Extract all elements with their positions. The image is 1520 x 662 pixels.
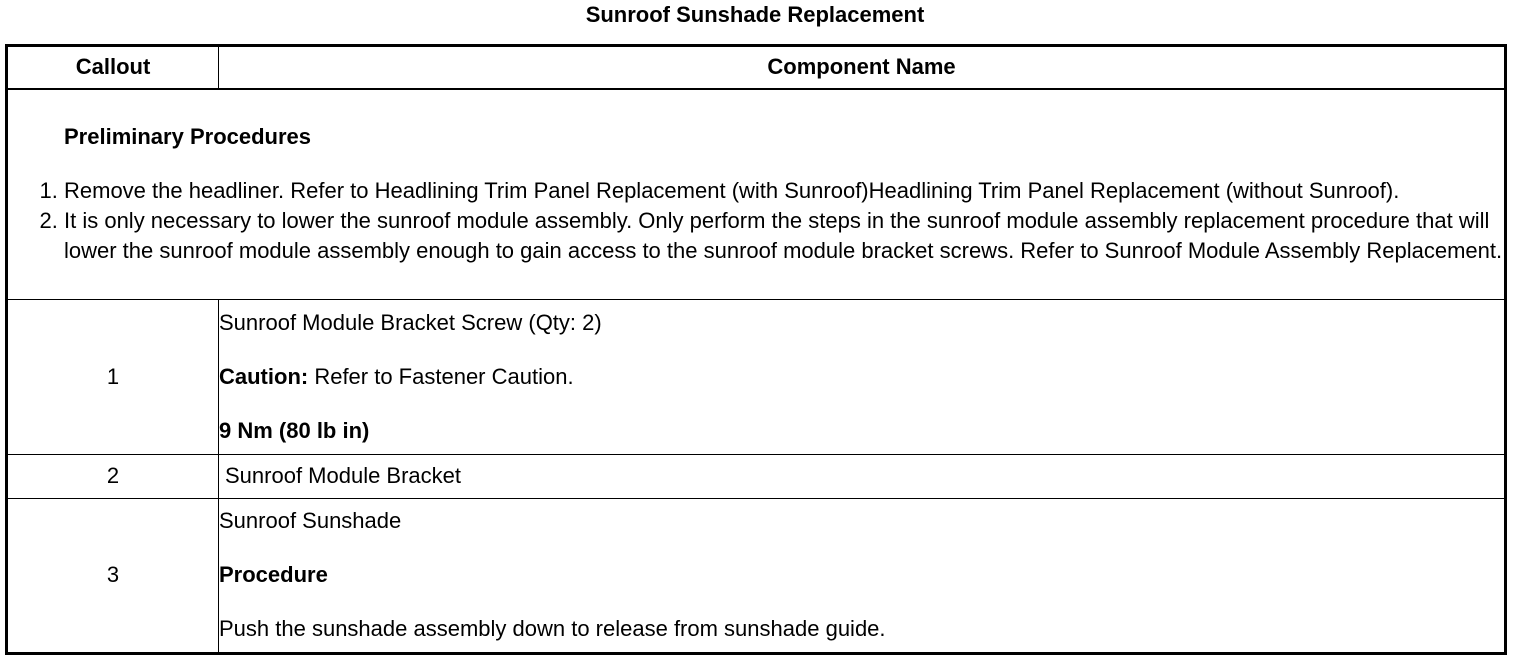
component-name-1: Sunroof Module Bracket Screw (Qty: 2) (219, 309, 602, 335)
page-title: Sunroof Sunshade Replacement (585, 2, 925, 27)
caution-text: Refer to Fastener Caution. (308, 363, 574, 389)
table-row (7, 454, 1506, 498)
component-cell-1 (219, 299, 1506, 454)
preliminary-steps (8, 176, 1504, 266)
components-table (5, 44, 1507, 655)
preliminary-row (7, 89, 1506, 299)
header-callout: Callout (7, 46, 219, 89)
callout-3: 3 (7, 498, 219, 653)
table-row (7, 299, 1506, 454)
callout-1: 1 (7, 299, 219, 454)
preliminary-cell (7, 89, 1506, 299)
component-cell-3 (219, 498, 1506, 653)
caution-note (219, 363, 1504, 391)
torque-spec: 9 Nm (80 lb in) (219, 417, 370, 443)
procedure-text: Push the sunshade assembly down to release from sunshade guide. (219, 616, 886, 642)
preliminary-step-1: 1. Remove the headliner. Refer to Headlining Trim Panel Replacement (with Sunroof)Headlining Trim Panel Replacement (without Sunroof). (64, 176, 1504, 206)
table-row (7, 498, 1506, 653)
component-name-2: Sunroof Module Bracket (219, 454, 1506, 498)
caution-label: Caution: (219, 363, 309, 389)
header-component-name: Component Name (219, 46, 1506, 89)
table-header-row (7, 46, 1506, 89)
preliminary-heading: Preliminary Procedures (64, 124, 312, 150)
callout-2: 2 (7, 454, 219, 498)
component-name-3: Sunroof Sunshade (219, 508, 402, 534)
preliminary-step-2: 2. It is only necessary to lower the sunroof module assembly. Only perform the steps in the sunroof module assembly replacement procedure that will lower the sunroof module assembly enough to gain access to the sunroof module bracket screws. Refer to Sunroof Module Assembly Replacement. (64, 206, 1504, 266)
procedure-label: Procedure (219, 562, 328, 588)
